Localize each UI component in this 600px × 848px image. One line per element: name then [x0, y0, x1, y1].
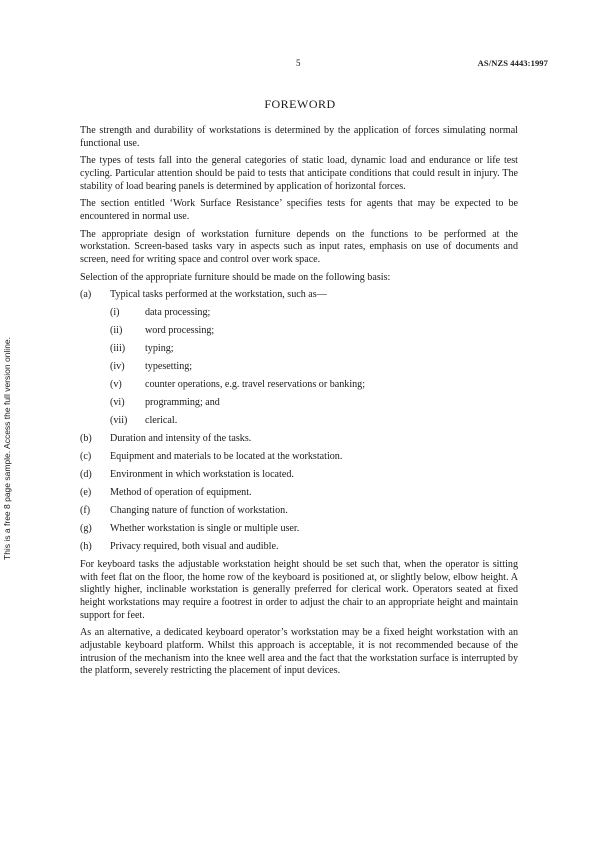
standard-designation: AS/NZS 4443:1997 — [477, 58, 548, 68]
sub-item-label: (vi) — [110, 397, 125, 409]
foreword-body — [80, 125, 518, 683]
page-title: FOREWORD — [264, 97, 336, 111]
list-item-label: (a) — [80, 289, 92, 301]
sub-list-item — [110, 397, 518, 410]
sub-item-label: (iv) — [110, 361, 125, 373]
paragraph: The appropriate design of workstation furniture depends on the functions to be performed at the workstation. Screen-based tasks vary in aspects such as input rates, emphasis on use of documents and screen, need for writing space and control over work space. — [80, 228, 518, 265]
sub-list-item — [110, 307, 518, 320]
sub-list-item — [110, 361, 518, 374]
list-item-label: (d) — [80, 469, 92, 481]
sub-item-text: programming; and — [145, 397, 220, 409]
sample-notice: This is a free 8 page sample. Access the full version online. — [2, 336, 12, 560]
sub-item-text: counter operations, e.g. travel reservations or banking; — [145, 379, 366, 391]
sub-list-item — [110, 325, 518, 338]
list-item — [80, 541, 518, 554]
list-item-label: (h) — [80, 541, 92, 553]
sub-list-item — [110, 343, 518, 356]
sub-item-text: data processing; — [145, 307, 211, 319]
paragraph: The section entitled ‘Work Surface Resistance’ specifies tests for agents that may be expected to be encountered in normal use. — [80, 198, 518, 222]
paragraph: The types of tests fall into the general categories of static load, dynamic load and endurance or life test cycling. Particular attention should be paid to tests that anticipate conditions that could result in injury. The stability of load bearing panels is determined by application of horizontal forces. — [80, 155, 518, 192]
paragraph: As an alternative, a dedicated keyboard operator’s workstation may be a fixed height workstation with an adjustable keyboard platform. Whilst this approach is acceptable, it is not recommended because of the intrusion of the mechanism into the knee well area and the fact that the workstation surface is interrupted by the platform, severely restricting the placement of input devices. — [80, 627, 518, 677]
paragraph: Selection of the appropriate furniture should be made on the following basis: — [80, 271, 391, 283]
list-item-label: (c) — [80, 451, 92, 463]
list-item-label: (g) — [80, 523, 92, 535]
sub-item-text: typing; — [145, 343, 174, 355]
list-item-text: Environment in which workstation is located. — [110, 469, 294, 481]
sub-item-label: (vii) — [110, 415, 128, 427]
sub-item-text: typesetting; — [145, 361, 193, 373]
list-item — [80, 451, 518, 464]
sub-item-label: (iii) — [110, 343, 126, 355]
sub-list-item — [110, 415, 518, 428]
sub-item-text: clerical. — [145, 415, 178, 427]
sub-item-label: (v) — [110, 379, 122, 391]
list-item-text: Typical tasks performed at the workstation, such as— — [110, 289, 327, 301]
sub-item-label: (i) — [110, 307, 120, 319]
list-item — [80, 289, 518, 302]
sub-list-item — [110, 379, 518, 392]
sub-item-label: (ii) — [110, 325, 123, 337]
list-item-label: (b) — [80, 433, 92, 445]
sub-item-text: word processing; — [145, 325, 215, 337]
list-item-label: (f) — [80, 505, 91, 517]
list-item-text: Equipment and materials to be located at the workstation. — [110, 451, 343, 463]
list-item-label: (e) — [80, 487, 92, 499]
list-item — [80, 469, 518, 482]
list-item — [80, 433, 518, 446]
list-item — [80, 505, 518, 518]
list-item — [80, 523, 518, 536]
list-item-text: Changing nature of function of workstation. — [110, 505, 288, 517]
list-item-text: Duration and intensity of the tasks. — [110, 433, 252, 445]
page-number: 5 — [296, 58, 301, 68]
list-item — [80, 487, 518, 500]
list-item-text: Privacy required, both visual and audible. — [110, 541, 279, 553]
paragraph: The strength and durability of workstations is determined by the application of forces simulating normal functional use. — [80, 125, 518, 149]
paragraph: For keyboard tasks the adjustable workstation height should be set such that, when the operator is sitting with feet flat on the floor, the home row of the keyboard is positioned at, or slightly below, elbow height. A slightly higher, inclinable workstation is generally preferred for clerical work. Operators seated at fixed height workstations may require a footrest in order to adjust the chair to an appropriate height and maintain support for feet. — [80, 559, 518, 621]
list-item-text: Whether workstation is single or multiple user. — [110, 523, 300, 535]
list-item-text: Method of operation of equipment. — [110, 487, 252, 499]
